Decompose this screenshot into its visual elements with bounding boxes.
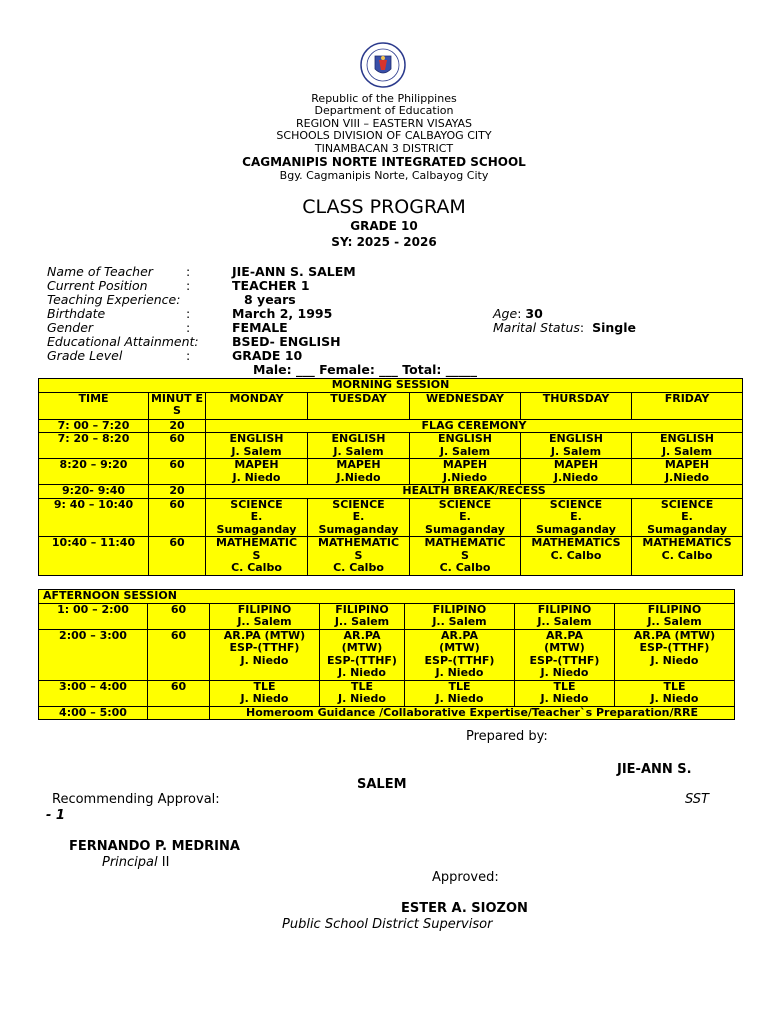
age-label: Age bbox=[493, 306, 518, 321]
teacher-name: C. Calbo bbox=[333, 561, 384, 574]
header-department: Department of Education bbox=[314, 104, 454, 117]
column-header: FRIDAY bbox=[632, 392, 743, 419]
subject-name: SCIENCE bbox=[549, 498, 603, 511]
table-row bbox=[39, 537, 743, 576]
table-row bbox=[39, 629, 735, 680]
flag-ceremony-cell: FLAG CEREMONY bbox=[206, 419, 743, 433]
teacher-name: Sumaganday bbox=[647, 522, 727, 536]
age-field: Age: 30 bbox=[493, 306, 543, 321]
subject-name: MATHEMATIC bbox=[424, 536, 506, 549]
teacher-name: J. Salem bbox=[333, 444, 384, 458]
table-row bbox=[39, 706, 735, 720]
column-header: TUESDAY bbox=[308, 392, 410, 419]
column-header: MONDAY bbox=[206, 392, 308, 419]
supervisor-title: Public School District Supervisor bbox=[282, 917, 493, 932]
minutes-cell: 60 bbox=[149, 498, 206, 537]
table-row bbox=[39, 433, 743, 459]
time-cell: 4:00 – 5:00 bbox=[39, 706, 148, 720]
subject-name: TLE bbox=[448, 680, 471, 693]
birthdate-label: Birthdate bbox=[47, 306, 106, 321]
school-year: SY: 2025 - 2026 bbox=[331, 235, 437, 249]
subject-cell bbox=[206, 459, 308, 485]
header-division: SCHOOLS DIVISION OF CALBAYOG CITY bbox=[276, 129, 492, 142]
teacher-name: J. Niedo bbox=[240, 653, 289, 667]
teacher-name: J. Niedo bbox=[540, 666, 589, 679]
subject-cell bbox=[521, 498, 632, 537]
time-cell: 1: 00 – 2:00 bbox=[39, 603, 148, 629]
teacher-name: E. bbox=[570, 510, 582, 523]
experience-value: 8 years bbox=[244, 292, 296, 307]
column-header: WEDNESDAY bbox=[410, 392, 521, 419]
subject-cell bbox=[405, 629, 515, 680]
subject-name: FILIPINO bbox=[237, 603, 292, 616]
subject-name: AR.PA bbox=[343, 629, 381, 642]
subject-name: ESP-(TTHF) bbox=[529, 653, 600, 667]
subject-cell bbox=[521, 459, 632, 485]
education-value: BSED- ENGLISH bbox=[232, 334, 341, 349]
column-header: MINUT ES bbox=[149, 392, 206, 419]
minutes-cell: 60 bbox=[149, 537, 206, 576]
teacher-name: Sumaganday bbox=[318, 522, 399, 536]
subject-name: FILIPINO bbox=[647, 603, 702, 616]
subject-cell bbox=[206, 498, 308, 537]
subject-name: TLE bbox=[253, 680, 276, 693]
subject-name: MAPEH bbox=[553, 458, 599, 471]
subject-name: ENGLISH bbox=[660, 432, 715, 445]
subject-cell bbox=[308, 498, 410, 537]
subject-cell bbox=[308, 433, 410, 459]
subject-cell bbox=[320, 680, 405, 706]
deped-seal-logo bbox=[360, 42, 406, 88]
position-label: Current Position bbox=[47, 278, 148, 293]
subject-cell bbox=[320, 603, 405, 629]
session-title-row bbox=[39, 590, 735, 604]
subject-name: ESP-(TTHF) bbox=[424, 653, 495, 667]
subject-name: MAPEH bbox=[234, 458, 279, 471]
birthdate-value: March 2, 1995 bbox=[232, 306, 333, 321]
morning-schedule-table bbox=[38, 378, 743, 576]
subject-cell bbox=[308, 459, 410, 485]
colon: : bbox=[186, 278, 191, 293]
age-value: 30 bbox=[525, 306, 543, 321]
colon: : bbox=[186, 320, 191, 335]
subject-name: ESP-(TTHF) bbox=[327, 653, 397, 667]
marital-field: Marital Status: Single bbox=[493, 320, 636, 335]
teacher-name: C. Calbo bbox=[661, 548, 713, 562]
teacher-label: Name of Teacher bbox=[47, 264, 153, 279]
table-row bbox=[39, 603, 735, 629]
teacher-name: J. Salem bbox=[550, 444, 602, 458]
subject-cell bbox=[410, 537, 521, 576]
subject-cell bbox=[410, 498, 521, 537]
subject-cell bbox=[206, 433, 308, 459]
subject-name: FILIPINO bbox=[335, 603, 389, 616]
subject-cell bbox=[521, 537, 632, 576]
teacher-name: E. bbox=[250, 510, 263, 523]
subject-cell bbox=[405, 603, 515, 629]
marital-label: Marital Status bbox=[493, 320, 580, 335]
subject-cell bbox=[405, 680, 515, 706]
table-row bbox=[39, 485, 743, 499]
subject-name: ESP-(TTHF) bbox=[639, 641, 710, 654]
subject-cell bbox=[632, 537, 743, 576]
minutes-cell: 60 bbox=[148, 603, 210, 629]
time-cell: 7: 00 – 7:20 bbox=[39, 419, 149, 433]
teacher-name: J.Niedo bbox=[336, 470, 381, 484]
time-cell: 9:20- 9:40 bbox=[39, 485, 149, 499]
gender-value: FEMALE bbox=[232, 320, 288, 335]
marital-value: Single bbox=[592, 320, 636, 335]
column-header: TIME bbox=[39, 392, 149, 419]
subject-name: ENGLISH bbox=[229, 432, 284, 445]
subject-name: FILIPINO bbox=[537, 603, 592, 616]
teacher-name: J.. Salem bbox=[334, 615, 390, 628]
subject-name: AR.PA bbox=[546, 629, 583, 642]
header-region: REGION VIII – EASTERN VISAYAS bbox=[296, 117, 472, 130]
teacher-name: J. Niedo bbox=[338, 666, 386, 679]
subject-name: SCIENCE bbox=[660, 498, 714, 511]
subject-name: ENGLISH bbox=[549, 432, 603, 445]
colon: : bbox=[186, 264, 191, 279]
teacher-name: J. Salem bbox=[439, 444, 491, 458]
column-header: THURSDAY bbox=[521, 392, 632, 419]
teacher-name: J. Niedo bbox=[540, 692, 589, 705]
subject-name: MATHEMATIC bbox=[215, 536, 298, 549]
subject-cell bbox=[632, 433, 743, 459]
teacher-name: E. bbox=[681, 510, 693, 523]
morning-session-title: MORNING SESSION bbox=[39, 379, 743, 393]
principal-title bbox=[102, 856, 169, 870]
subject-name: AR.PA (MTW) bbox=[633, 629, 716, 642]
subject-name: SCIENCE bbox=[332, 498, 385, 511]
table-header-row bbox=[39, 392, 743, 419]
subject-cell bbox=[515, 680, 615, 706]
session-title-row bbox=[39, 379, 743, 393]
subject-name: TLE bbox=[663, 680, 686, 693]
teacher-name: J. Niedo bbox=[435, 666, 484, 679]
minutes-cell: 60 bbox=[148, 680, 210, 706]
table-row bbox=[39, 498, 743, 537]
subject-name: SCIENCE bbox=[230, 498, 283, 511]
subject-cell bbox=[410, 459, 521, 485]
header-district: TINAMBACAN 3 DISTRICT bbox=[314, 142, 454, 155]
subject-cell bbox=[615, 680, 735, 706]
grade-level-value: GRADE 10 bbox=[232, 348, 303, 363]
subject-cell bbox=[210, 680, 320, 706]
experience-label: Teaching Experience: bbox=[47, 292, 181, 307]
subject-name: ENGLISH bbox=[331, 432, 386, 445]
subject-cell bbox=[632, 459, 743, 485]
subject-name: SCIENCE bbox=[438, 498, 492, 511]
recommending-approval-label: Recommending Approval: bbox=[52, 792, 220, 807]
subject-name: S bbox=[252, 548, 261, 562]
teacher-name: J.. Salem bbox=[537, 615, 592, 628]
subject-name: AR.PA bbox=[441, 629, 478, 642]
colon: : bbox=[186, 348, 191, 363]
subject-name: S bbox=[461, 548, 469, 562]
header-republic: Republic of the Philippines bbox=[311, 92, 457, 105]
teacher-name: J. Niedo bbox=[232, 470, 281, 484]
teacher-name: Sumaganday bbox=[536, 522, 616, 536]
subject-cell bbox=[320, 629, 405, 680]
subject-name: FILIPINO bbox=[432, 603, 487, 616]
teacher-name: J. Niedo bbox=[650, 692, 699, 705]
teacher-name: J. Niedo bbox=[435, 692, 484, 705]
teacher-name: J. Salem bbox=[661, 444, 713, 458]
subject-cell bbox=[632, 498, 743, 537]
sst-title: SST bbox=[685, 792, 709, 807]
teacher-name: J.. Salem bbox=[432, 615, 487, 628]
subject-name: TLE bbox=[350, 680, 374, 693]
teacher-name: Sumaganday bbox=[425, 522, 505, 536]
gender-label: Gender bbox=[47, 320, 94, 335]
grade-level-label: Grade Level bbox=[47, 348, 123, 363]
teacher-name: C. Calbo bbox=[550, 548, 602, 562]
subject-name: TLE bbox=[553, 680, 576, 693]
subject-name: (MTW) bbox=[341, 641, 383, 654]
minutes-cell: 20 bbox=[149, 419, 206, 433]
time-cell: 7: 20 – 8:20 bbox=[39, 433, 149, 459]
subject-cell bbox=[615, 603, 735, 629]
minutes-cell: 60 bbox=[148, 629, 210, 680]
education-label: Educational Attainment: bbox=[47, 334, 199, 349]
subject-name: AR.PA (MTW) bbox=[223, 629, 306, 642]
teacher-name: J. Niedo bbox=[650, 653, 699, 667]
subject-name: MAPEH bbox=[336, 458, 381, 471]
subject-cell bbox=[210, 603, 320, 629]
teacher-name: C. Calbo bbox=[231, 561, 282, 574]
subject-name: (MTW) bbox=[439, 641, 480, 654]
subject-cell bbox=[515, 629, 615, 680]
approved-label: Approved: bbox=[432, 870, 499, 885]
homeroom-cell: Homeroom Guidance /Collaborative Expertise/Teacher`s Preparation/RRE bbox=[210, 706, 735, 720]
teacher-name: E. bbox=[459, 510, 471, 523]
table-row bbox=[39, 419, 743, 433]
subject-name: (MTW) bbox=[544, 641, 585, 654]
school-address: Bgy. Cagmanipis Norte, Calbayog City bbox=[279, 169, 489, 182]
school-name: CAGMANIPIS NORTE INTEGRATED SCHOOL bbox=[242, 155, 526, 169]
teacher-name: J.Niedo bbox=[664, 470, 710, 484]
subject-name: S bbox=[354, 548, 363, 562]
time-cell: 3:00 – 4:00 bbox=[39, 680, 148, 706]
minutes-cell: 20 bbox=[149, 485, 206, 499]
teacher-name: J. Niedo bbox=[240, 692, 289, 705]
teacher-name: J.. Salem bbox=[647, 615, 702, 628]
table-row bbox=[39, 459, 743, 485]
colon: : bbox=[186, 306, 191, 321]
teacher-name: J.Niedo bbox=[553, 470, 599, 484]
principal-name: FERNANDO P. MEDRINA bbox=[69, 839, 240, 854]
time-cell: 9: 40 – 10:40 bbox=[39, 498, 149, 537]
teacher-name: J.Niedo bbox=[442, 470, 488, 484]
teacher-name: J. Salem bbox=[231, 444, 282, 458]
health-break-cell: HEALTH BREAK/RECESS bbox=[206, 485, 743, 499]
afternoon-schedule-table bbox=[38, 589, 735, 720]
preparer-name-part2: SALEM bbox=[357, 777, 407, 792]
teacher-name: E. bbox=[352, 510, 365, 523]
teacher-name: J.. Salem bbox=[237, 615, 292, 628]
subject-cell bbox=[410, 433, 521, 459]
minutes-cell bbox=[148, 706, 210, 720]
teacher-name: J. Niedo bbox=[338, 692, 386, 705]
time-cell: 2:00 – 3:00 bbox=[39, 629, 148, 680]
subject-name: MAPEH bbox=[442, 458, 488, 471]
principal-title-rank: II bbox=[157, 855, 170, 870]
subject-cell bbox=[210, 629, 320, 680]
subject-name: ESP-(TTHF) bbox=[229, 641, 300, 654]
supervisor-name: ESTER A. SIOZON bbox=[401, 901, 528, 916]
page-title: CLASS PROGRAM bbox=[302, 196, 466, 218]
teacher-name: Sumaganday bbox=[216, 522, 297, 536]
sst-suffix: - 1 bbox=[46, 808, 65, 823]
subject-name: MATHEMATIC bbox=[317, 536, 400, 549]
subject-cell bbox=[521, 433, 632, 459]
minutes-cell: 60 bbox=[149, 433, 206, 459]
prepared-by-label: Prepared by: bbox=[466, 729, 548, 744]
time-cell: 10:40 – 11:40 bbox=[39, 537, 149, 576]
table-row bbox=[39, 680, 735, 706]
afternoon-session-title: AFTERNOON SESSION bbox=[39, 590, 735, 604]
preparer-name-part1: JIE-ANN S. bbox=[617, 762, 692, 777]
subject-cell bbox=[515, 603, 615, 629]
principal-title-text: Principal bbox=[102, 855, 158, 870]
student-count-line: Male: ___ Female: ___ Total: _____ bbox=[253, 362, 478, 377]
subject-name: MAPEH bbox=[664, 458, 710, 471]
subject-cell bbox=[615, 629, 735, 680]
subject-name: MATHEMATICS bbox=[531, 536, 621, 549]
time-cell: 8:20 – 9:20 bbox=[39, 459, 149, 485]
subject-name: ENGLISH bbox=[438, 432, 492, 445]
grade-title: GRADE 10 bbox=[350, 219, 418, 233]
teacher-value: JIE-ANN S. SALEM bbox=[232, 264, 356, 279]
teacher-name: C. Calbo bbox=[439, 561, 491, 574]
minutes-cell: 60 bbox=[149, 459, 206, 485]
subject-cell bbox=[308, 537, 410, 576]
subject-name: MATHEMATICS bbox=[642, 536, 732, 549]
position-value: TEACHER 1 bbox=[232, 278, 310, 293]
subject-cell bbox=[206, 537, 308, 576]
